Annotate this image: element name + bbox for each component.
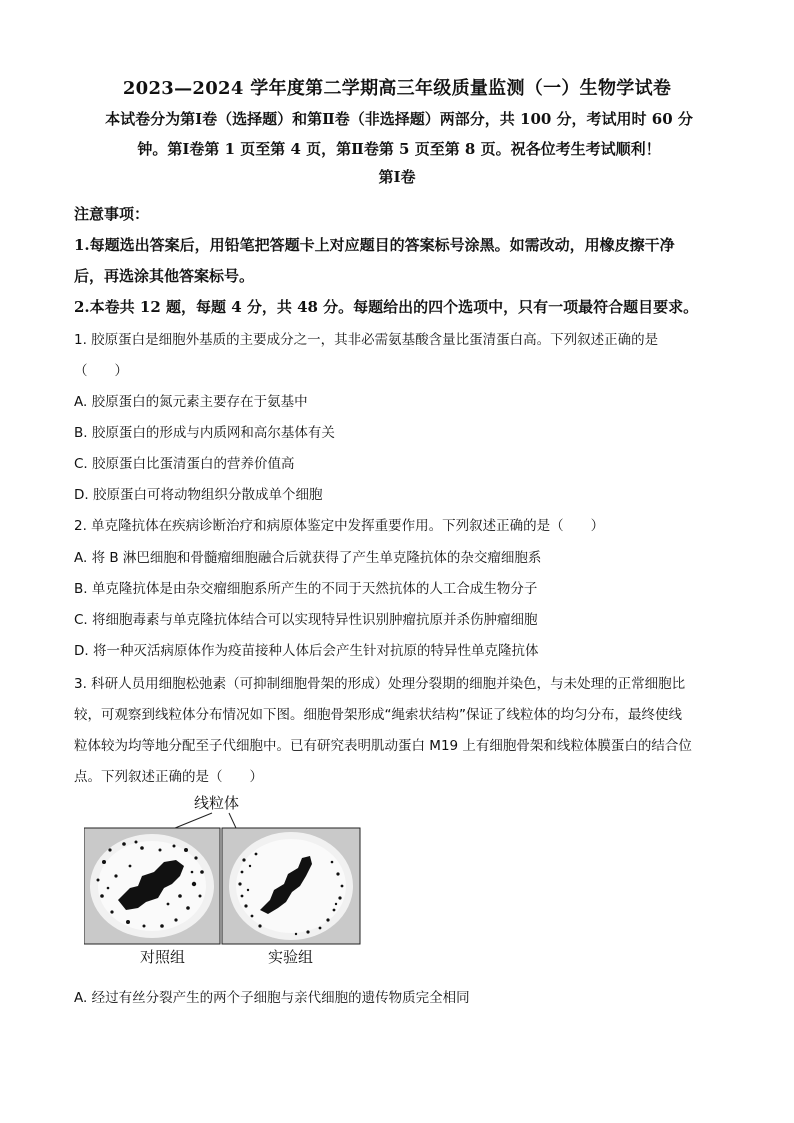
volume-heading: 第Ⅰ卷	[378, 168, 416, 186]
q2-stem: 2. 单克隆抗体在疾病诊断治疗和病原体鉴定中发挥重要作用。下列叙述正确的是（ ）	[74, 518, 605, 534]
q2-option-d: D. 将一种灭活病原体作为疫苗接种人体后会产生针对抗原的特异性单克隆抗体	[74, 643, 539, 659]
q3-option-a: A. 经过有丝分裂产生的两个子细胞与亲代细胞的遗传物质完全相同	[74, 990, 470, 1006]
q3-stem-line-1: 3. 科研人员用细胞松弛素（可抑制细胞骨架的形成）处理分裂期的细胞并染色，与未处理的正常细胞比	[74, 676, 686, 692]
q1-option-a: A. 胶原蛋白的氮元素主要存在于氨基中	[74, 394, 308, 410]
experiment-group-label: 实验组	[268, 948, 314, 966]
intro-line-2: 钟。第Ⅰ卷第 1 页至第 4 页，第Ⅱ卷第 5 页至第 8 页。祝各位考生考试顺利！	[137, 140, 661, 158]
notes-item-1-line-1: 1.每题选出答案后，用铅笔把答题卡上对应题目的答案标号涂黑。如需改动，用橡皮擦干净	[74, 236, 675, 254]
q1-option-d: D. 胶原蛋白可将动物组织分散成单个细胞	[74, 487, 323, 503]
q1-option-c: C. 胶原蛋白比蛋清蛋白的营养价值高	[74, 456, 295, 472]
q3-stem-line-2: 较，可观察到线粒体分布情况如下图。细胞骨架形成“绳索状结构”保证了线粒体的均匀分布，最终使线	[74, 707, 682, 723]
q1-option-b: B. 胶原蛋白的形成与内质网和高尔基体有关	[74, 425, 335, 441]
q1-stem-line-1: 1. 胶原蛋白是细胞外基质的主要成分之一，其非必需氨基酸含量比蛋清蛋白高。下列叙述正确的是	[74, 332, 659, 348]
mitochondria-figure	[84, 792, 364, 972]
control-panel-image	[84, 828, 220, 944]
experiment-panel-image	[222, 828, 360, 944]
q2-option-a: A. 将 B 淋巴细胞和骨髓瘤细胞融合后就获得了产生单克隆抗体的杂交瘤细胞系	[74, 550, 542, 566]
exam-title: 2023—2024 学年度第二学期高三年级质量监测（一）生物学试卷	[122, 78, 672, 99]
q3-stem-line-4: 点。下列叙述正确的是（ ）	[74, 769, 263, 785]
notes-item-1-line-2: 后，再选涂其他答案标号。	[74, 267, 255, 285]
micrograph-svg	[84, 792, 364, 946]
q3-stem-line-3: 粒体较为均等地分配至子代细胞中。已有研究表明肌动蛋白 M19 上有细胞骨架和线粒体膜蛋白的结合位	[74, 738, 692, 754]
mitochondria-label: 线粒体	[194, 794, 240, 812]
notes-item-2: 2.本卷共 12 题，每题 4 分，共 48 分。每题给出的四个选项中，只有一项最符合题目要求。	[74, 298, 699, 316]
q2-option-c: C. 将细胞毒素与单克隆抗体结合可以实现特异性识别肿瘤抗原并杀伤肿瘤细胞	[74, 612, 538, 628]
intro-line-1: 本试卷分为第Ⅰ卷（选择题）和第Ⅱ卷（非选择题）两部分，共 100 分，考试用时 60 分	[105, 110, 693, 128]
control-group-label: 对照组	[140, 948, 186, 966]
q2-option-b: B. 单克隆抗体是由杂交瘤细胞系所产生的不同于天然抗体的人工合成生物分子	[74, 581, 538, 597]
q1-stem-line-2: （ ）	[74, 363, 128, 379]
notes-heading: 注意事项：	[74, 205, 150, 223]
